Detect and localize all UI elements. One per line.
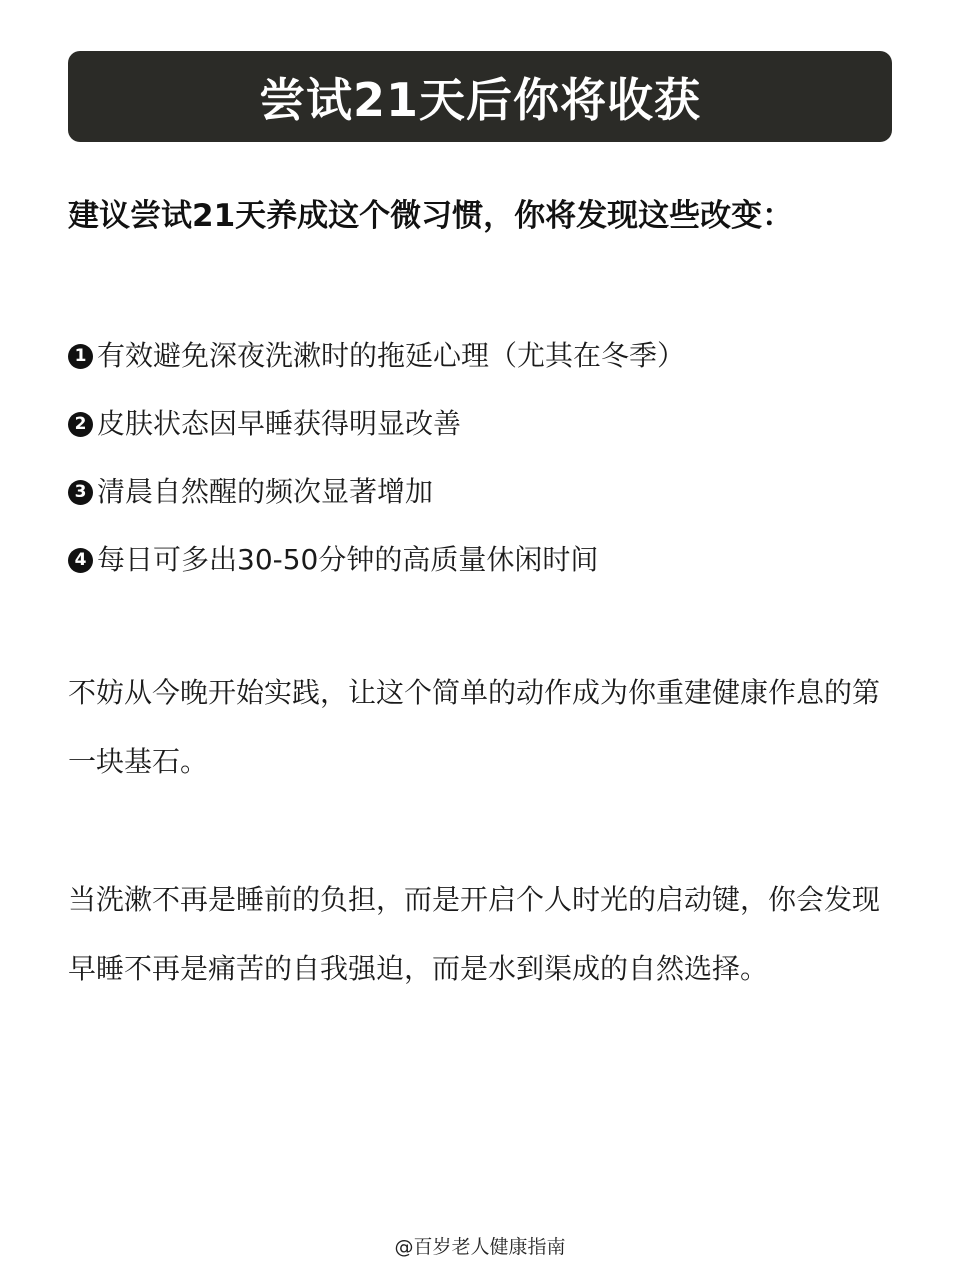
number-badge-icon: 2	[68, 412, 93, 437]
encouragement-paragraph: 不妨从今晚开始实践，让这个简单的动作成为你重建健康作息的第一块基石。	[68, 676, 881, 778]
number-badge-icon: 4	[68, 548, 93, 573]
benefit-text: 清晨自然醒的频次显著增加	[97, 475, 434, 508]
title-banner	[68, 51, 892, 142]
benefit-list	[68, 330, 908, 602]
intro-heading: 建议尝试21天养成这个微习惯，你将发现这些改变：	[68, 198, 794, 234]
number-badge-icon: 1	[68, 344, 93, 369]
conclusion-paragraph: 当洗漱不再是睡前的负担，而是开启个人时光的启动键，你会发现早睡不再是痛苦的自我强迫，而是水到渠成的自然选择。	[68, 883, 881, 985]
list-item	[68, 534, 908, 586]
page-title: 尝试21天后你将收获	[258, 72, 701, 127]
benefit-text: 每日可多出30-50分钟的高质量休闲时间	[97, 543, 599, 576]
benefit-text: 皮肤状态因早睡获得明显改善	[97, 407, 462, 440]
list-item	[68, 398, 908, 450]
number-badge-icon: 3	[68, 480, 93, 505]
list-item	[68, 466, 908, 518]
benefit-text: 有效避免深夜洗漱时的拖延心理（尤其在冬季）	[97, 339, 686, 372]
list-item	[68, 330, 908, 382]
author-watermark: @百岁老人健康指南	[394, 1236, 566, 1258]
